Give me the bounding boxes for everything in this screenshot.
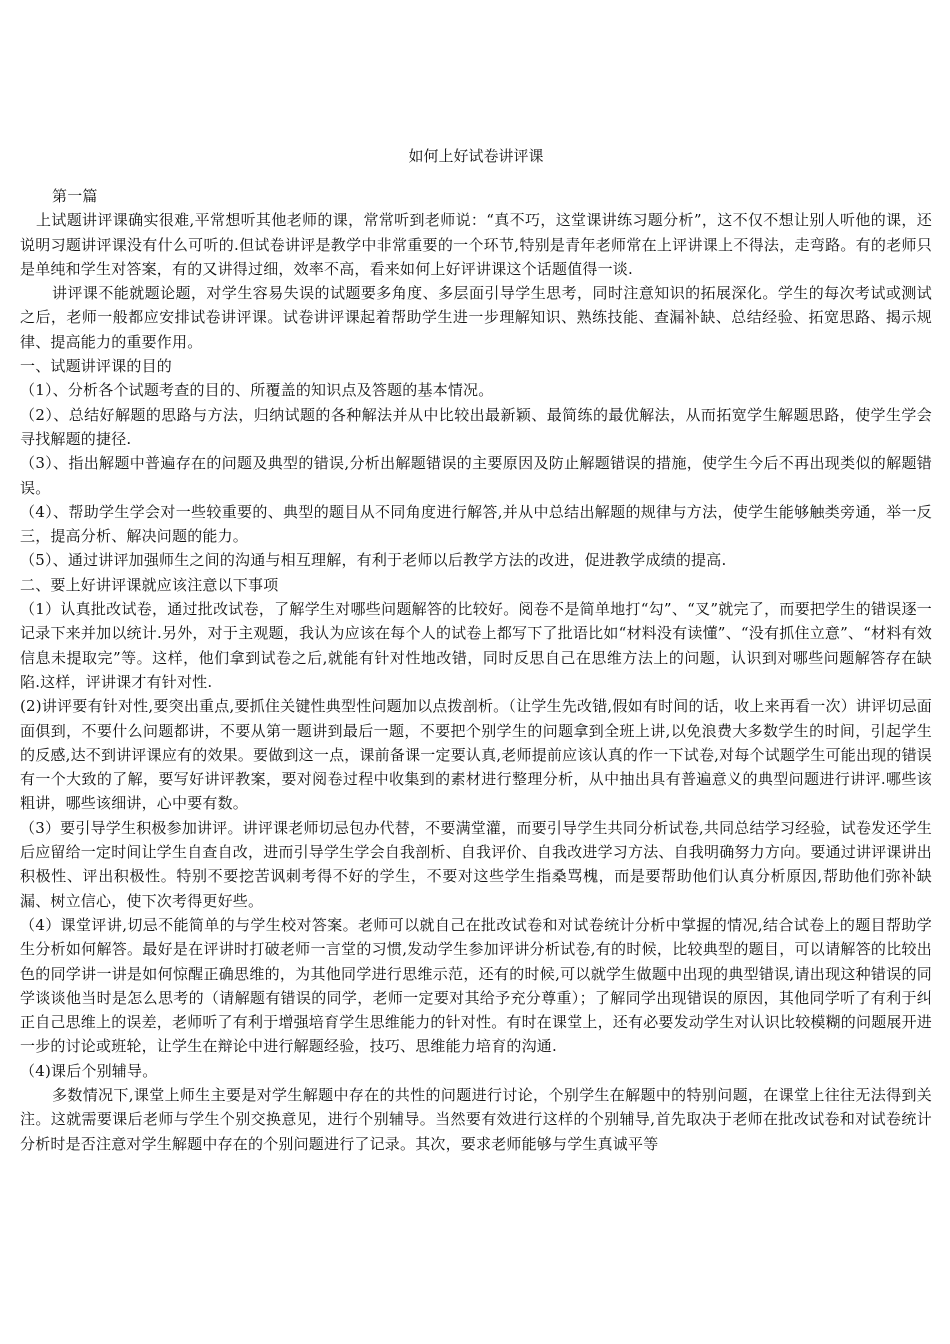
paragraph: 多数情况下,课堂上师生主要是对学生解题中存在的共性的问题进行讨论，个别学生在解题中的特别问题，在课堂上往往无法得到关注。这就需要课后老师与学生个别交换意见，进行个别辅导。当然要有效进行这样的个别辅导,首先取决于老师在批改试卷和对试卷统计分析时是否注意对学生解题中存在的个别问题进行了记录。其次，要求老师能够与学生真诚平等 xyxy=(20,1085,932,1153)
document-title: 如何上好试卷讲评课 xyxy=(408,147,544,165)
list-item: （1）认真批改试卷，通过批改试卷，了解学生对哪些问题解答的比较好。阅卷不是简单地打“勾”、“叉”就完了，而要把学生的错误逐一记录下来并加以统计.另外，对于主观题，我认为应该在每个人的试卷上都写下了批语比如“材料没有读懂”、“没有抓住立意”、“材料有效信息未提取完”等。这样，他们拿到试卷之后,就能有针对性地改错，同时反思自己在思维方法上的问题，认识到对哪些问题解答存在缺陷.这样，评讲课才有针对性. xyxy=(20,600,932,691)
list-item: （4）、帮助学生学会对一些较重要的、典型的题目从不同角度进行解答,并从中总结出解题的规律与方法，使学生能够触类旁通，举一反三，提高分析、解决问题的能力。 xyxy=(20,502,932,546)
list-item: （4)课后个别辅导。 xyxy=(20,1061,158,1080)
paragraph: 上试题讲评课确实很难,平常想听其他老师的课，常常听到老师说：“真不巧，这堂课讲练习题分析”，这不仅不想让别人听他的课，还说明习题讲评课没有什么可听的.但试卷讲评是教学中非常重要的一个环节,特别是青年老师常在上评讲课上不得法，走弯路。有的老师只是单纯和学生对答案，有的又讲得过细，效率不高，看来如何上好评讲课这个话题值得一谈. xyxy=(20,211,932,278)
list-item: （1）、分析各个试题考查的目的、所覆盖的知识点及答题的基本情况。 xyxy=(20,381,494,400)
list-item: （3）要引导学生积极参加讲评。讲评课老师切忌包办代替，不要满堂灌，而要引导学生共同分析试卷,共同总结学习经验，试卷发还学生后应留给一定时间让学生自查自改，进而引导学生学会自我剖析、自我评价、自我改进学习方法、自我明确努力方向。要通过讲评课讲出积极性、评出积极性。特别不要挖苦讽刺考得不好的学生，不要对这些学生指桑骂槐，而是要帮助他们认真分析原因,帮助他们弥补缺漏、树立信心，使下次考得更好些。 xyxy=(20,818,933,910)
section-heading: 第一篇 xyxy=(52,187,98,205)
document-body xyxy=(20,184,932,1156)
list-item: (2)讲评要有针对性,要突出重点,要抓住关键性典型性问题加以点拨剖析。（让学生先改错,假如有时间的话，收上来再看一次）讲评切忌面面俱到，不要什么问题都讲，不要从第一题讲到最后一题，不要把个别学生的问题拿到全班上讲,以免浪费大多数学生的时间，引起学生的反感,达不到讲评课应有的效果。要做到这一点，课前备课一定要认真,老师提前应该认真的作一下试卷,对每个试题学生可能出现的错误有一个大致的了解，要写好讲评教案，要对阅卷过程中收集到的素材进行整理分析，从中抽出具有普遍意义的典型问题进行讲评.哪些该粗讲，哪些该细讲，心中要有数。 xyxy=(20,697,932,813)
paragraph: 讲评课不能就题论题，对学生容易失误的试题要多角度、多层面引导学生思考，同时注意知识的拓展深化。学生的每次考试或测试之后，老师一般都应安排试卷讲评课。试卷讲评课起着帮助学生进一步理解知识、熟练技能、查漏补缺、总结经验、拓宽思路、揭示规律、提高能力的重要作用。 xyxy=(20,284,932,351)
section-heading: 二、要上好讲评课就应该注意以下事项 xyxy=(20,575,279,594)
list-item: （5）、通过讲评加强师生之间的沟通与相互理解，有利于老师以后教学方法的改进，促进教学成绩的提高. xyxy=(20,551,727,570)
list-item: （4）课堂评讲,切忌不能简单的与学生校对答案。老师可以就自己在批改试卷和对试卷统计分析中掌握的情况,结合试卷上的题目帮助学生分析如何解答。最好是在评讲时打破老师一言堂的习惯,发动学生参加评讲分析试卷,有的时候，比较典型的题目，可以请解答的比较出色的同学讲一讲是如何惊醒正确思维的，为其他同学进行思维示范，还有的时候,可以就学生做题中出现的典型错误,请出现这种错误的同学谈谈他当时是怎么思考的（请解题有错误的同学，老师一定要对其给予充分尊重）；了解同学出现错误的原因，其他同学听了有利于纠正自己思维上的误差，老师听了有利于增强培育学生思维能力的针对性。有时在课堂上，还有必要发动学生对认识比较模糊的问题展开进一步的讨论或班轮，让学生在辩论中进行解题经验，技巧、思维能力培育的沟通. xyxy=(20,915,933,1056)
list-item: （3）、指出解题中普遍存在的问题及典型的错误,分析出解题错误的主要原因及防止解题错误的措施，使学生今后不再出现类似的解题错误。 xyxy=(20,454,932,497)
list-item: （2）、总结好解题的思路与方法，归纳试题的各种解法并从中比较出最新颖、最简练的最优解法，从而拓宽学生解题思路，使学生学会寻找解题的捷径. xyxy=(20,405,932,448)
section-heading: 一、试题讲评课的目的 xyxy=(20,357,173,376)
